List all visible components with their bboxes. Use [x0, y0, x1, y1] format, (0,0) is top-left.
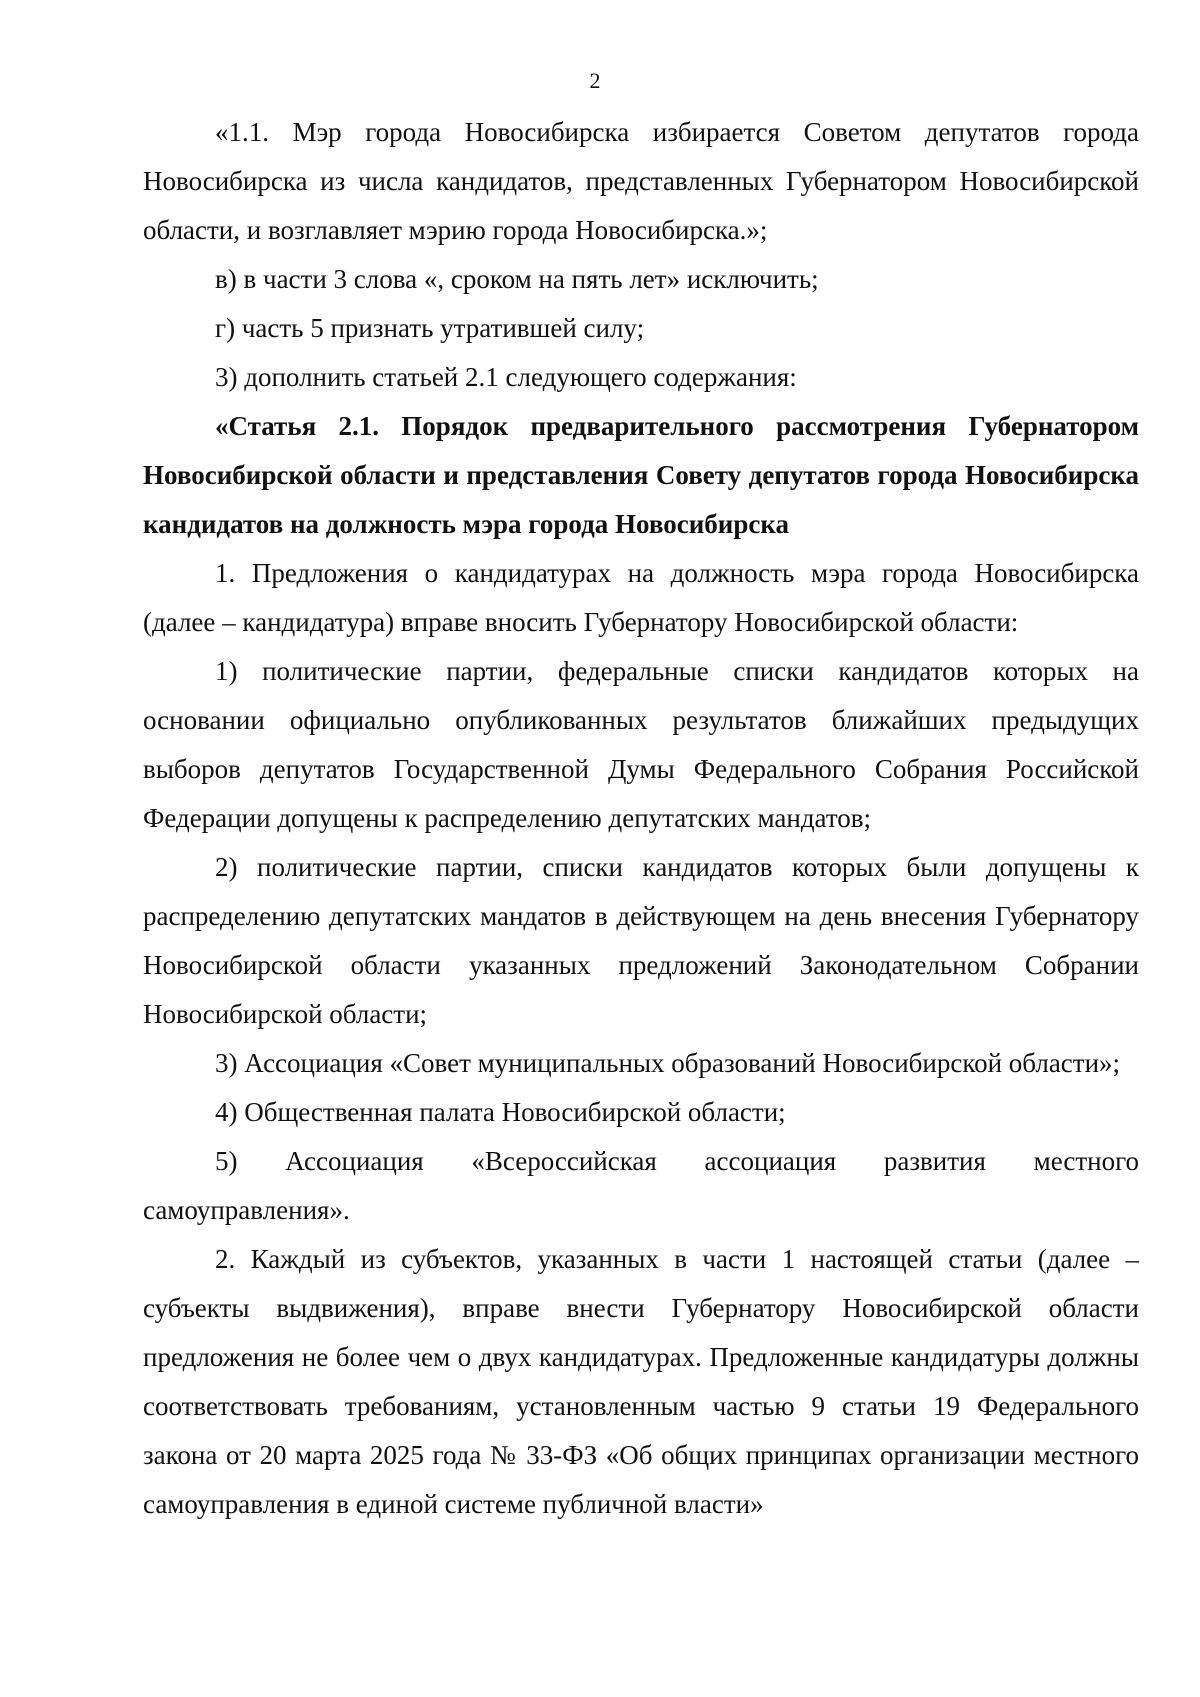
page-number: 2 — [589, 68, 601, 93]
subclause-4: 4) Общественная палата Новосибирской области; — [215, 1097, 786, 1127]
clause-1: 1. Предложения о кандидатурах на должность мэра города Новосибирска (далее – кандидатура) вправе вносить Губернатору Новосибирской области: — [143, 558, 1139, 637]
subclause-5: 5) Ассоциация «Всероссийская ассоциация развития местного самоуправления». — [143, 1146, 1139, 1225]
article-heading: «Статья 2.1. Порядок предварительного рассмотрения Губернатором Новосибирской области и представления Совету депутатов города Новосибирска кандидатов на должность мэра города Новосибирска — [143, 411, 1139, 539]
paragraph-1-1-mayor-election: «1.1. Мэр города Новосибирска избирается Советом депутатов города Новосибирска из числа кандидатов, представленных Губернатором Новосибирской области, и возглавляет мэрию города Новосибирска.»; — [143, 117, 1139, 245]
subclause-3: 3) Ассоциация «Совет муниципальных образований Новосибирской области»; — [215, 1048, 1121, 1078]
paragraph-item-3: 3) дополнить статьей 2.1 следующего содержания: — [215, 362, 797, 392]
paragraph-item-v: в) в части 3 слова «, сроком на пять лет» исключить; — [215, 264, 819, 294]
document-body — [143, 108, 1139, 1529]
clause-2: 2. Каждый из субъектов, указанных в части 1 настоящей статьи (далее – субъекты выдвижения), вправе внести Губернатору Новосибирской области предложения не более чем о двух кандидатурах. Предложенные кандидатуры должны соответствовать требованиям, установленным частью 9 статьи 19 Федерального закона от 20 марта 2025 года № 33-ФЗ «Об общих принципах организации местного самоуправления в единой системе публичной власти» — [143, 1244, 1139, 1519]
paragraph-item-g: г) часть 5 признать утратившей силу; — [215, 313, 645, 343]
subclause-2: 2) политические партии, списки кандидатов которых были допущены к распределению депутатских мандатов в действующем на день внесения Губернатору Новосибирской области указанных предложений Законодательном Собрании Новосибирской области; — [143, 852, 1139, 1029]
subclause-1: 1) политические партии, федеральные списки кандидатов которых на основании официально опубликованных результатов ближайших предыдущих выборов депутатов Государственной Думы Федерального Собрания Российской Федерации допущены к распределению депутатских мандатов; — [143, 656, 1139, 833]
